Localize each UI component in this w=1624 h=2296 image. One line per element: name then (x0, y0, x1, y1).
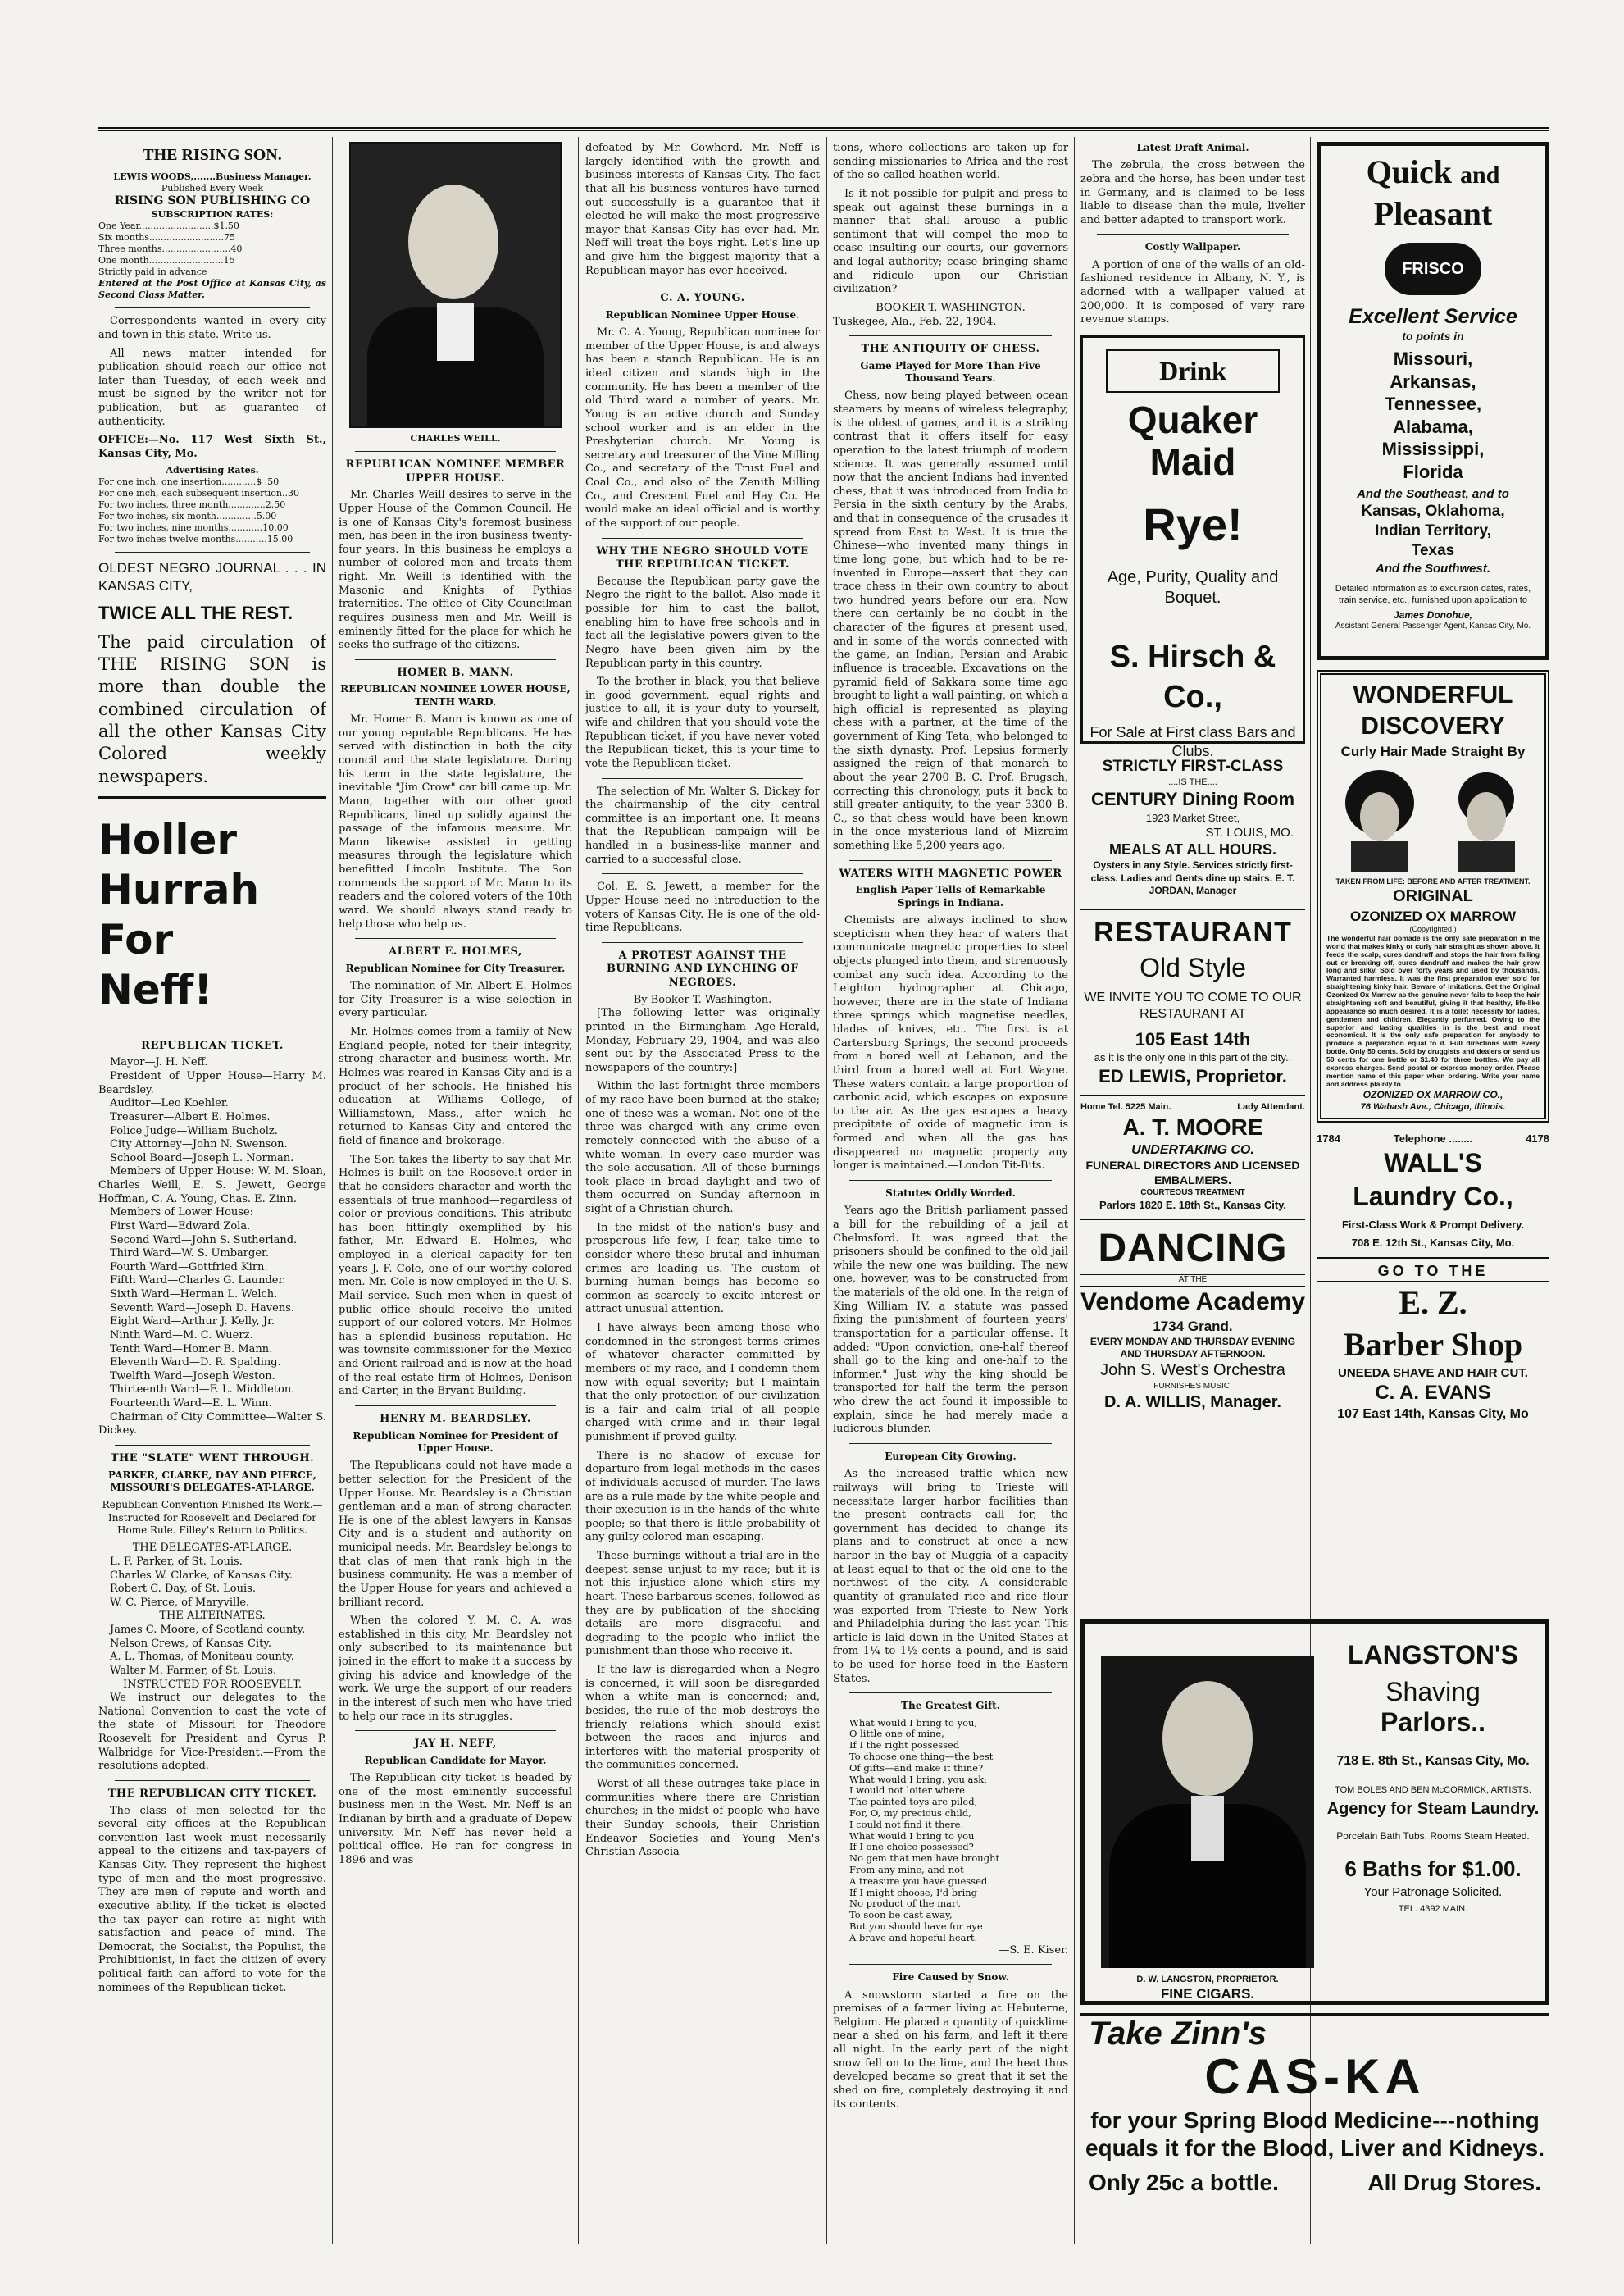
euro-body: As the increased traffic which new railways will bring to Trieste will necessitate larger harbor facilities than the present contracts call for, the government has decided to change its plans and to construct at once a new harbor in the bay of Muggia of a capacity at least equal to that of the old one to the northwest of the city. A considerable quantity of granulated rice and rice flour was exported from Trieste to New York and Philadelphia during the last year. This article is laid down in the United States at from 1¼ to 1½ cents a pound, and is said to be used for horse feed in the Eastern States. (833, 1468, 1068, 1685)
frisco-quick-word: Quick (1366, 153, 1453, 190)
young-body: Mr. C. A. Young, Republican nominee for member of the Upper House, is and always has been a stanch Republican. He is an ideal citizen and stands high in the community. He has been a member of the old Third ward a number of years. Mr. Young is an active church and Sunday school worker and is an elder in the Presbyterian church. Mr. Young is secretary and treasurer of the Vine Milling Co., and secretary of the Trust Fuel and Coal Co., and also of the Zenith Milling Co., and Crescent Fuel and Hay Co. He would make an ideal official and is worthy of the support of our people. (585, 326, 820, 530)
poem-line: What would I bring to you, (849, 1716, 978, 1729)
divider (355, 451, 556, 452)
adv-line: For two inches, six month..............5.00 (98, 510, 277, 522)
fire-title: Fire Caused by Snow. (892, 1971, 1009, 1984)
ticket-item: Fourth Ward—Gottfried Kirn. (110, 1260, 268, 1273)
marrow-title1: WONDERFUL (1353, 681, 1513, 708)
moore-tel: Home Tel. 5225 Main. (1080, 1101, 1171, 1112)
why-body: Because the Republican party gave the Negro the right to the ballot. Also made it possible for him to cast the ballot, enabling him to have free schools and in fact all the legislative powers given to the Negro have been given him by the Republican party in this country. (585, 575, 820, 670)
adv-line: For one inch, one insertion............$ .50 (98, 476, 280, 487)
frisco-state: Mississippi, (1381, 439, 1485, 460)
subscription-label: SUBSCRIPTION RATES: (151, 208, 274, 220)
city-ticket-body: The class of men selected for the several city offices at the Republican convention last week must necessarily appeal to the citizens and tax-payers of Kansas City. They represent the highest type of men and the most progressive. They are men of repute and worth and executive ability. If the ticket is elected the tax payer can retire at night with satisfaction and peace of mind. The Democrat, the Socialist, the Populist, the Prohibitionist, in fact the citizen of every political faith can afford to vote for the nominees of the Republican ticket. (98, 1804, 326, 1994)
wallpaper-body: A portion of one of the walls of an old-fashioned residence in Albany, N. Y., is adorned with a wallpaper valued at 200,000. It is composed of very rare revenue stamps. (1080, 258, 1305, 326)
poem-line: To choose one thing—the best (849, 1751, 994, 1763)
adv-line: For two inches, three month.............2.50 (98, 499, 286, 510)
poem-line: What would I bring to you (849, 1829, 975, 1842)
divider (849, 1180, 1052, 1181)
ticket-item: Eleventh Ward—D. R. Spalding. (110, 1356, 281, 1369)
ticket-item: First Ward—Edward Zola. (110, 1219, 251, 1232)
ticket-list (98, 1056, 326, 1438)
dancing-music: FURNISHES MUSIC. (1153, 1382, 1232, 1392)
langstons-ad (1080, 1620, 1549, 2005)
restaurant-title: RESTAURANT (1094, 917, 1292, 949)
published: Published Every Week (161, 182, 264, 194)
alternate-item: Nelson Crews, of Kansas City. (110, 1637, 272, 1650)
frisco-state: Indian Territory, (1375, 522, 1491, 540)
poem-line: The painted toys are piled, (849, 1796, 978, 1808)
ticket-item: President of Upper House—Harry M. Beardsley. (98, 1070, 326, 1096)
zinn-stores: All Drug Stores. (1367, 2170, 1541, 2196)
circulation: The paid circulation of THE RISING SON is more than double the combined circulation of all the other Kansas City Colored weekly newspapers. (98, 631, 326, 786)
divider (849, 335, 1052, 336)
restaurant-ad (1080, 909, 1305, 1087)
ticket-item: Twelfth Ward—Joseph Weston. (110, 1369, 275, 1383)
holmes-title: Republican Nominee for City Treasurer. (345, 962, 566, 974)
barber-owner: C. A. EVANS (1375, 1382, 1491, 1405)
dancing-title: DANCING (1098, 1227, 1288, 1271)
ticket-item: Eight Ward—Arthur J. Kelly, Jr. (110, 1315, 275, 1328)
gift-poem (833, 1718, 1068, 1944)
marrow-orig: ORIGINAL (1393, 887, 1473, 906)
ticket-item: Fifth Ward—Charles G. Launder. (110, 1274, 286, 1287)
dining-meals: MEALS AT ALL HOURS. (1109, 841, 1276, 859)
holmes-body: The Son takes the liberty to say that Mr. Holmes is built on the Roosevelt order in that he considers character and worth the essentials of true manhood—regardless of color or previous conditions. This atribute has been fittingly exemplified by his father, Mr. Edward E. Holmes, who employed in a clerical capacity for ten years J. F. Cole, one of our worthy colored men. Mr. Cole is now employed in the U. S. Mail service. Such men when in quest of public office should receive the united support of our colored voters. Mr. Holmes has a splendid business reputation. He was townsite commissioner for the Mexico and Orient railroad and is now at the head of the real estate firm of Holmes, Denison and Carter, in the Bryant Building. (339, 1153, 572, 1398)
holmes-body: Mr. Holmes comes from a family of New England people, noted for their integrity, strong character and business worth. Mr. Holmes was reared in Kansas City and is a product of her schools. He finished his education at Williams College, of Williamstown, Mass., after which he returned to Kansas City and entered the field of finance and brokerage. (339, 1026, 572, 1148)
waters-subtitle: English Paper Tells of Remarkable Springs in Indiana. (855, 884, 1046, 909)
column-2 (339, 142, 572, 2249)
poem-line: A brave and hopeful heart. (849, 1931, 978, 1943)
langston-artists: TOM BOLES AND BEN McCORMICK, ARTISTS. (1335, 1785, 1531, 1795)
poem-line: A treasure you have guessed. (849, 1875, 990, 1887)
frisco-state: Tennessee, (1384, 394, 1482, 415)
restaurant-note: as it is the only one in this part of the city.. (1094, 1051, 1292, 1064)
alternate-item: Walter M. Farmer, of St. Louis. (110, 1664, 277, 1677)
gift-author: —S. E. Kiser. (999, 1943, 1068, 1957)
column-rule (826, 137, 827, 2244)
marrow-name: OZONIZED OX MARROW (1349, 908, 1517, 924)
frisco-points: to points in (1402, 330, 1464, 344)
weill-title: REPUBLICAN NOMINEE MEMBER UPPER HOUSE. (345, 458, 566, 485)
poem-line: To soon be cast away, (849, 1909, 953, 1921)
city-ticket-title: THE REPUBLICAN CITY TICKET. (107, 1787, 317, 1800)
walls-num2: 4178 (1526, 1132, 1549, 1145)
poem-line: I would not loiter where (849, 1784, 965, 1797)
poem-line: If I the right possessed (849, 1739, 960, 1752)
holler-line: Hurrah (98, 865, 260, 913)
divider (115, 1445, 310, 1446)
century-dining-ad (1080, 754, 1305, 900)
alternate-item: James C. Moore, of Scotland county. (110, 1624, 306, 1637)
dining-city: ST. LOUIS, MO. (1205, 826, 1294, 840)
restaurant-owner: ED LEWIS, Proprietor. (1099, 1065, 1287, 1086)
dancing-address: 1734 Grand. (1153, 1319, 1233, 1335)
restaurant-address: 105 East 14th (1135, 1028, 1251, 1050)
ticket-item: Second Ward—John S. Sutherland. (110, 1233, 298, 1246)
why-body: The selection of Mr. Walter S. Dickey for the chairmanship of the city central committee is an important one. It means that the Republican campaign will be handled in a business-like manner and carried to a successful close. (585, 785, 820, 866)
ticket-item: Members of Lower House: (110, 1206, 254, 1219)
ox-marrow-ad (1317, 670, 1549, 1123)
marrow-address: 76 Wabash Ave., Chicago, Illinois. (1360, 1101, 1506, 1112)
divider (849, 1964, 1052, 1965)
beardsley-name: HENRY M. BEARDSLEY. (380, 1412, 531, 1425)
ticket-item: Sixth Ward—Herman L. Welch. (110, 1288, 278, 1301)
poem-line: If I might choose, I'd bring (849, 1886, 978, 1898)
restaurant-invite: WE INVITE YOU TO COME TO OUR RESTAURANT AT (1084, 990, 1302, 1022)
rate-line: Six months..........................75 (98, 231, 235, 243)
poem-line: From any mine, and not (849, 1864, 964, 1875)
poem-line: No product of the mart (849, 1897, 961, 1910)
langston-tel: TEL. 4392 MAIN. (1398, 1904, 1468, 1914)
chess-title: THE ANTIQUITY OF CHESS. (861, 343, 1040, 356)
zinn-take: Take Zinn's (1089, 2016, 1267, 2052)
divider (849, 1443, 1052, 1444)
frisco-state: Missouri, (1393, 348, 1473, 370)
oldest-journal: OLDEST NEGRO JOURNAL . . . IN KANSAS CITY, (98, 560, 326, 594)
marrow-co: OZONIZED OX MARROW CO., (1362, 1088, 1503, 1100)
divider (602, 778, 803, 779)
after-portrait-icon (1445, 766, 1527, 872)
protest-place: Tuskegee, Ala., Feb. 22, 1904. (833, 315, 997, 328)
frisco-state: Arkansas, (1390, 371, 1476, 392)
dancing-ad (1080, 1219, 1305, 1413)
divider (602, 942, 803, 943)
quaker-tagline: Age, Purity, Quality and Boquet. (1107, 567, 1279, 608)
company: RISING SON PUBLISHING CO (114, 194, 311, 207)
ticket-item: Auditor—Leo Koehler. (110, 1097, 229, 1110)
restaurant-style: Old Style (1140, 952, 1246, 982)
advertising-label: Advertising Rates. (166, 464, 259, 476)
rate-line: One month..........................15 (98, 254, 235, 266)
protest-body: I have always been among those who condemned in the strongest terms crimes of whatever character committed by members of my race, and I condemn them now with equal severity; but I maintain that the only protection of our civilization is a fair and calm trial of all people charged with crime and in their legal punishment if proved guilty. (585, 1322, 820, 1444)
chess-subtitle: Game Played for More Than Five Thousand Years. (860, 359, 1041, 385)
zinn-caska-ad (1080, 2013, 1549, 2234)
rate-line: One Year..........................$1.50 (98, 220, 239, 231)
dancing-at: AT THE (1080, 1274, 1305, 1287)
moore-co: UNDERTAKING CO. (1131, 1142, 1254, 1157)
walls-laundry-ad (1317, 1132, 1549, 1250)
holler-line: For (98, 915, 174, 963)
dining-strict: STRICTLY FIRST-CLASS (1102, 757, 1284, 775)
langston-agency: Agency for Steam Laundry. (1326, 1800, 1540, 1818)
poem-line: If I one choice possessed? (849, 1841, 974, 1853)
beardsley-body: When the colored Y. M. C. A. was established in this city, Mr. Beardsley not only subscribed to its maintenance but joined in the effort to make it a success by giving his advice and knowledge of the work. We urge the support of our readers in the interest of such men who have tried to help our race in its struggles. (339, 1615, 572, 1723)
holmes-body: The nomination of Mr. Albert E. Holmes for City Treasurer is a wise selection in every particular. (339, 980, 572, 1020)
ticket-title: REPUBLICAN TICKET. (141, 1039, 284, 1052)
masthead-title: THE RISING SON. (143, 146, 282, 164)
alternates-label: THE ALTERNATES. (159, 1610, 266, 1623)
why-title: WHY THE NEGRO SHOULD VOTE THE REPUBLICAN TICKET. (596, 544, 809, 572)
frisco-southwest: And the Southwest. (1376, 561, 1490, 576)
ticket-item: City Attorney—John N. Swenson. (110, 1138, 288, 1151)
frisco-state: Florida (1403, 461, 1463, 482)
young-title: Republican Nominee Upper House. (605, 308, 800, 321)
dancing-name: Vendome Academy (1080, 1287, 1305, 1315)
walls-name1: WALL'S (1384, 1147, 1482, 1178)
column-5 (1080, 142, 1305, 1601)
langston-title: LANGSTON'S (1348, 1640, 1518, 1670)
holler-line: Holler (98, 815, 238, 863)
ticket-item: Treasurer—Albert E. Holmes. (110, 1110, 271, 1123)
ticket-item: Seventh Ward—Joseph D. Havens. (110, 1301, 295, 1314)
portrait-charles-weill (349, 142, 562, 428)
poem-line: I could not find it there. (849, 1818, 964, 1830)
dining-name: CENTURY Dining Room (1090, 789, 1295, 810)
frisco-agent-title: Assistant General Passenger Agent, Kansas City, Mo. (1335, 622, 1531, 631)
hirsch: S. Hirsch & Co., (1109, 639, 1276, 714)
draft-title: Latest Draft Animal. (1136, 142, 1249, 153)
frisco-ad (1317, 142, 1549, 660)
protest-body: In the midst of the nation's busy and prosperous life few, I fear, take time to consider where these brutal and inhuman crimes are leading us. The custom of burning human beings has become so common as scarcely to excite interest or attract unusual attention. (585, 1221, 820, 1316)
frisco-and-southeast: And the Southeast, and to (1357, 487, 1509, 502)
column-6 (1317, 142, 1549, 1601)
delegates-list (98, 1556, 326, 1610)
gift-title: The Greatest Gift. (901, 1700, 1000, 1712)
beardsley-title: Republican Nominee for President of Upper House. (353, 1429, 558, 1454)
top-rule (98, 127, 1549, 131)
delegate-item: W. C. Pierce, of Maryville. (110, 1596, 250, 1609)
barber-ez: E. Z. (1399, 1283, 1467, 1321)
adv-line: For two inches, nine months............10.00 (98, 522, 289, 533)
slate-body: We instruct our delegates to the National Convention to cast the vote of the state of Missouri for Theodore Roosevelt for President and Cyrus P. Walbridge for Vice-President.—From the resolutions adopted. (98, 1692, 326, 1773)
poem-line: Of gifts—and make it thine? (849, 1761, 984, 1774)
langston-patronage: Your Patronage Solicited. (1363, 1885, 1503, 1899)
frisco-state: Alabama, (1393, 416, 1473, 437)
walls-num1: 1784 (1317, 1132, 1340, 1145)
barber-shop: Barber Shop (1343, 1325, 1523, 1363)
divider (115, 552, 310, 553)
instructed-label: INSTRUCTED FOR ROOSEVELT. (123, 1678, 302, 1691)
why-body: Col. E. S. Jewett, a member for the Upper House need no introduction to the voters of Kansas City. He is one of the old-time Republicans. (585, 881, 820, 935)
protest-body: These burnings without a trial are in the deepest sense unjust to my race; but it is not this injustice alone which stirs my heart. These barbarous scenes, followed as they are by publication of the shocking details are more disgraceful and degrading to the people who inflict the punishment than those who receive it. (585, 1550, 820, 1658)
divider (115, 1780, 310, 1781)
frisco-state: Kansas, Oklahoma, (1361, 503, 1505, 521)
mann-name: HOMER B. MANN. (397, 666, 514, 679)
dining-address: 1923 Market Street, (1145, 811, 1240, 824)
langston-parlors: Parlors.. (1380, 1707, 1486, 1737)
protest-continued: tions, where collections are taken up for sending missionaries to Africa and the rest of the so-called heathen world. (833, 142, 1068, 182)
marrow-portraits (1326, 766, 1540, 872)
column-rule (578, 137, 579, 2244)
ticket-item: Members of Upper House: W. M. Sloan, Charles Weill, E. S. Jewett, George Hoffman, C. A. Young, Chas. E. Zinn. (98, 1165, 326, 1205)
holmes-name: ALBERT E. HOLMES, (389, 945, 522, 959)
waters-body: Chemists are always inclined to show scepticism when they hear of waters that communicate magnetic properties to steel objects plunged into them, and strenuously combat any such idea. According to the Leighton hydrographer at Chicago, however, there are in the state of Indiana three springs which magnetise needles, blades of knives, etc. The first is at Cartersburg Springs, the second proceeds from a bored well at Lebanon, and the third from a bored well at Fort Wayne. These waters contain a large proportion of carbonic acid, which escapes on exposure to the air. As the gas escapes a heavy precipitate of oxide of magnetic iron is formed and when all the gas has disappeared no magnetic property any longer is maintained.—London Tit-Bits. (833, 914, 1068, 1173)
delegate-item: Charles W. Clarke, of Kansas City. (110, 1569, 293, 1582)
langston-prop: D. W. LANGSTON, PROPRIETOR. (1136, 1975, 1279, 1984)
frisco-and: and (1460, 162, 1500, 189)
mann-body: Mr. Homer B. Mann is known as one of our young reputable Republicans. He has served with distinction in both the city council and the state legislature. During his term in the state legislature, the inevitable "Jim Crow" car bill came up. Mr. Mann, together with our other good Republicans, lined up solidly against the passage of the infamous measure. Mr. Mann likewise assisted in getting measures through the legislature which benefitted Lincoln Institute. The Son commends the support of Mr. Mann to its readers and the colored voters of the 10th ward. We should always stand ready to help those who help us. (339, 713, 572, 931)
protest-byline: By Booker T. Washington. (633, 993, 772, 1006)
barber-goto: GO TO THE (1317, 1262, 1549, 1282)
langston-shaving: Shaving (1385, 1677, 1481, 1706)
twice-all-rest: TWICE ALL THE REST. (98, 602, 293, 623)
barber-uneeda: UNEEDA SHAVE AND HAIR CUT. (1338, 1366, 1528, 1381)
divider (849, 860, 1052, 861)
adv-line: For two inches twelve months...........15.00 (98, 534, 293, 544)
protest-note: [The following letter was originally printed in the Birmingham Age-Herald, Monday, February 29, 1904, and was also sent out by the Associated Press to the newspapers of the country:] (585, 1007, 820, 1074)
statutes-body: Years ago the British parliament passed a bill for the rebuilding of a jail at Chelmsford. It was agreed that the prisoners should be confined to the old jail while the new one was building. The new one, however, was to be constructed from the materials of the old one. In the reign of King William IV. a statute was passed fixing the punishment of fourteen years' transportation for a particular offense. It added: "Upon conviction, one-half thereof shall go to the king and one-half to the informer." Just why the king should be transported for half the term the person who drew the act found it impossible to explain, since he had merely made a ludicrous blunder. (833, 1205, 1068, 1436)
divider (355, 659, 556, 660)
wallpaper-title: Costly Wallpaper. (1144, 241, 1241, 253)
protest-body: Within the last fortnight three members of my race have been burned at the stake; one of these was a woman. Not one of the three was charged with any crime even remotely connected with the abuse of a white woman. In every case murder was the sole accusation. All of these burnings took place in broad daylight and two of them occurred on Sunday afternoon in sight of a Christian church. (585, 1080, 820, 1216)
moore-parlors: Parlors 1820 E. 18th St., Kansas City. (1099, 1198, 1287, 1211)
zinn-name: CAS-KA (1204, 2049, 1426, 2104)
poem-line: For, O, my precious child, (849, 1807, 971, 1820)
strict-note: Strictly paid in advance (98, 266, 207, 278)
quaker-maid-ad (1080, 335, 1305, 760)
quaker-sale: For Sale at First class Bars and Clubs. (1089, 724, 1296, 760)
ez-barber-ad (1317, 1257, 1549, 1424)
column-4 (833, 142, 1068, 2249)
zinn-price: Only 25c a bottle. (1089, 2170, 1279, 2196)
frisco-quick (1326, 151, 1540, 193)
dancing-manager: D. A. WILLIS, Manager. (1104, 1392, 1281, 1411)
manager: LEWIS WOODS,.......Business Manager. (113, 171, 312, 182)
mann-title: REPUBLICAN NOMINEE LOWER HOUSE, TENTH WARD. (340, 683, 571, 708)
divider (355, 938, 556, 939)
protest-body: Worst of all these outrages take place in communities where there are Christian churches; in the midst of people who have their Sunday schools, their Christian Endeavor Societies and Young Men's Christian Associa- (585, 1778, 820, 1859)
ticket-item: Chairman of City Committee—Walter S. Dickey. (98, 1410, 326, 1437)
marrow-curly: Curly Hair Made Straight By (1340, 743, 1526, 759)
dining-oysters: Oysters in any Style. Services strictly first-class. Ladies and Gents dine up stairs. E. T. JORDAN, Manager (1090, 859, 1295, 897)
protest-body: There is no shadow of excuse for departure from legal methods in the cases of individuals accused of murder. The laws are as a rule made by the white people and their execution is in the hands of the white people; so that there is little probability of any guilty colored man escaping. (585, 1449, 820, 1544)
frisco-states (1326, 348, 1540, 483)
langston-baths: 6 Baths for $1.00. (1344, 1856, 1522, 1881)
protest-body: If the law is disregarded when a Negro is concerned, it will soon be disregarded when a white man is concerned; and, besides, the rule of the mob destroys the friendly relations which should exist between the races and injures and interferes with the material prosperity of the communities concerned. (585, 1664, 820, 1772)
ticket-item: Thirteenth Ward—F. L. Middleton. (110, 1383, 295, 1396)
dining-isthe: ....IS THE.... (1168, 777, 1217, 788)
ticket-item: Third Ward—W. S. Umbarger. (110, 1247, 269, 1260)
ticket-item: Ninth Ward—M. C. Wuerz. (110, 1328, 253, 1342)
waters-title: WATERS WITH MAGNETIC POWER (839, 867, 1062, 880)
divider (602, 538, 803, 539)
frisco-pleasant: Pleasant (1373, 195, 1493, 233)
divider (355, 1730, 556, 1731)
moore-courteous: COURTEOUS TREATMENT (1140, 1187, 1245, 1197)
ticket-item: Fourteenth Ward—E. L. Winn. (110, 1397, 272, 1410)
euro-title: European City Growing. (885, 1450, 1017, 1462)
barber-address: 107 East 14th, Kansas City, Mo (1337, 1407, 1529, 1422)
divider (602, 873, 803, 874)
marrow-title2: DISCOVERY (1361, 713, 1505, 740)
frisco-state: Texas (1411, 541, 1455, 559)
chess-body: Chess, now being played between ocean steamers by means of wireless telegraphy, is the oldest of games, and it is a striking contrast that it offers itself for easy operation to the latest triumph of modern science. It was generally assumed until now that the ancient Indians had invented chess, that it was introduced from India to Persia in the sixth century by the Arabs, and that in consequence of the crusades it spread from East to West. It is true the Chinese—who invented many things in time long gone, but which had to be re-invented in Europe—assert that they can trace chess in their own country to about two hundred years before our era. Now there can certainly be no doubt in the character of the figures at present used, and in some of the words connected with the game, an Indian, Persian and Arabic influence is traceable. Excavations on the pyramid field of Sakkara some time ago brought to light a wall painting, on which a high official is represented as playing chess with a partner, at the time of the government of King Teta, who belonged to the sixth dynasty. Prof. Lepsius formerly assigned the reign of that monarch to about the year 2700 B. C. Prof. Brugsch, correcting this chronology, puts it back to still greater antiquity, to the year 3300 B. C., so that chess would have been known in the once mysterious land of Mizraim something like 5,200 years ago. (833, 390, 1068, 853)
frisco-detail: Detailed information as to excursion dates, rates, train service, etc., furnished upon application to (1335, 583, 1531, 605)
neff-body: The Republican city ticket is headed by one of the most eminently successful business men in the West. Mr. Neff is an Indianan by birth and a graduate of Depew university. Mr. Neff has never held a political office. He ran for congress in 1896 and was (339, 1772, 572, 1866)
before-portrait-icon (1339, 766, 1421, 872)
divider (355, 1405, 556, 1406)
dancing-orchestra: John S. West's Orchestra (1100, 1361, 1285, 1380)
walls-name2: Laundry Co., (1353, 1181, 1513, 1211)
ticket-item: Mayor—J. H. Neff. (110, 1056, 208, 1069)
drink-label: Drink (1106, 349, 1280, 393)
divider (1097, 234, 1289, 235)
column-1 (98, 142, 326, 2249)
holler-line: Neff! (98, 965, 213, 1014)
weill-body: Mr. Charles Weill desires to serve in the Upper House of the Common Council. He is one of Kansas City's foremost business men, has been in the iron business twenty-four years. In this business he employs a number of colored men and treats them right. Mr. Weill is identified with the Masonic and Knights of Pythias fraternities. The office of City Councilman requires business men and Mr. Weill is eminently fitted for the place for which he seeks the suffrage of the citizens. (339, 489, 572, 652)
walls-address: 708 E. 12th St., Kansas City, Mo. (1351, 1237, 1515, 1250)
marrow-life: TAKEN FROM LIFE: BEFORE AND AFTER TREATMENT. (1335, 877, 1531, 886)
poem-line: No gem that men have brought (849, 1852, 1000, 1865)
delegates-label: THE DELEGATES-AT-LARGE. (132, 1542, 293, 1555)
marrow-copy: (Copyrighted.) (1409, 925, 1457, 934)
langston-cigars: FINE CIGARS. (1160, 1986, 1255, 2002)
slate-subtitle: PARKER, CLARKE, DAY AND PIERCE, MISSOURI'S DELEGATES-AT-LARGE. (108, 1469, 316, 1493)
walls-line: First-Class Work & Prompt Delivery. (1341, 1218, 1525, 1231)
portrait-caption: CHARLES WEILL. (410, 433, 501, 444)
quaker-maid: Quaker Maid (1127, 398, 1258, 483)
moore-name: A. T. MOORE (1122, 1114, 1263, 1140)
delegate-item: Robert C. Day, of St. Louis. (110, 1583, 256, 1596)
moore-lady: Lady Attendant. (1237, 1101, 1305, 1112)
langston-address: 718 E. 8th St., Kansas City, Mo. (1336, 1754, 1530, 1768)
column-3 (585, 142, 820, 2249)
frisco-service: Excellent Service (1349, 305, 1517, 329)
langston-tubs: Porcelain Bath Tubs. Rooms Steam Heated. (1336, 1830, 1530, 1842)
neff-continued: defeated by Mr. Cowherd. Mr. Neff is largely identified with the growth and business interests of Kansas City. The fact that all his business ventures have turned out successfully is a guarantee that if elected he will make the most progressive mayor that Kansas City has ever had. Mr. Neff will treat the boys right. Let's line up and give him the biggest majority that a Republican mayor has ever heceived. (585, 142, 820, 277)
alternate-item: A. L. Thomas, of Moniteau county. (110, 1651, 294, 1664)
walls-tel: Telephone ........ (1393, 1132, 1473, 1145)
dancing-nights: EVERY MONDAY AND THURSDAY EVENING AND THURSDAY AFTERNOON. (1089, 1335, 1296, 1360)
ticket-item: School Board—Joseph L. Norman. (110, 1151, 294, 1164)
why-body: To the brother in black, you that believe in good government, equal rights and justice to all, it is your duty to yourself, wife and children that you should vote the Republican ticket, if you have never voted the Republican ticket, this is your time to vote the Republican ticket. (585, 676, 820, 770)
adv-line: For one inch, each subsequent insertion..30 (98, 487, 299, 499)
rate-line: Three months........................40 (98, 243, 243, 254)
frisco-logo: FRISCO (1385, 243, 1481, 295)
moore-line: FUNERAL DIRECTORS AND LICENSED EMBALMERS. (1085, 1159, 1300, 1187)
slate-title: THE "SLATE" WENT THROUGH. (110, 1451, 315, 1465)
marrow-body: The wonderful hair pomade is the only safe preparation in the world that makes kinky or curly hair straight as shown above. It feeds the scalp, cures dandruff and stops the hair from falling out or breaking off, cures dandruff and makes the hair grow long and silky. Sold over forty years and used by thousands. Warranted harmless. It was the first preparation ever sold for straightening kinky hair. Beware of imitations. Get the Original Ozonized Ox Marrow as the genuine never fails to keep the hair straightening soft and beautiful, giving it that healthy, life-like appearance so much desired. It is a toilet necessity for ladies, gentlemen and children. Elegantly perfumed. Owing to the superior and lasting qualities in is the best and most economical. It is the only safe preparation for anybody to produce a preparation equal to it. Full directions with every bottle. Only 50 cents. Sold by druggists and dealers or send us 50 cents for one bottle or $1.40 for three bottles. We pay all express charges. Send postal or express money order. Please mention name of this paper when ordering. Write your name and address plainly to (1326, 933, 1540, 1088)
neff-title: Republican Candidate for Mayor. (364, 1754, 547, 1766)
correspondents: Correspondents wanted in every city and town in this state. Write us. (98, 315, 326, 341)
fire-body: A snowstorm started a fire on the premises of a farmer living at Hebuterne, Belgium. He placed a quantity of quicklime near a shed on his farm, and left it there all night. In the early part of the night snow fell on to the lime, and the heat thus developed became so great that it set the shed on fire, completely destroying it and its contents. (833, 1988, 1068, 2111)
alternates-list (98, 1624, 326, 1679)
column-rule (332, 137, 333, 2244)
slate-deck: Republican Convention Finished Its Work.—Instructed for Roosevelt and Declared for Home Rule. Filley's Return to Politics. (102, 1499, 323, 1536)
column-rule (1074, 137, 1075, 2244)
protest-title: A PROTEST AGAINST THE BURNING AND LYNCHING OF NEGROES. (606, 949, 799, 990)
beardsley-body: The Republicans could not have made a better selection for the President of the Upper House. Mr. Beardsley is a Christian gentleman and a man of strong character. He is one of the ablest lawyers in Kansas City and is a student and authority on municipal needs. Mr. Beardsley belongs to that clas of men that rank high in the business community. He was a member of the Upper House for years and achieved a brilliant record. (339, 1460, 572, 1609)
poem-line: O little one of mine, (849, 1728, 944, 1740)
draft-body: The zebrula, the cross between the zebra and the horse, has been under test in Germany, and is claimed to be less liable to disease than the mule, livelier and better adapted to transport work. (1080, 159, 1305, 226)
young-name: C. A. YOUNG. (660, 292, 745, 305)
ticket-item: Tenth Ward—Homer B. Mann. (110, 1342, 273, 1355)
neff-name: JAY H. NEFF, (414, 1738, 497, 1751)
langston-portrait (1101, 1656, 1314, 1968)
ticket-item: Police Judge—William Bucholz. (110, 1124, 278, 1137)
frisco-agent: James Donohue, (1393, 609, 1473, 622)
protest-continued: Is it not possible for pulpit and press to speak out against these burnings in a manner that shall arouse a public sentiment that will compel the mob to cease insulting our courts, our governors and legal authority; cease bringing shame and ridicule upon our Christian civilization? (833, 187, 1068, 296)
protest-signature: BOOKER T. WASHINGTON. (876, 301, 1026, 314)
divider (849, 1692, 1052, 1693)
rye: Rye! (1143, 499, 1243, 551)
entered-note: Entered at the Post Office at Kansas City, as Second Class Matter. (98, 278, 326, 301)
zinn-line: for your Spring Blood Medicine---nothing equals it for the Blood, Liver and Kidneys. (1085, 2107, 1545, 2161)
divider (98, 796, 326, 799)
statutes-title: Statutes Oddly Worded. (885, 1187, 1016, 1199)
news-note: All news matter intended for publication should reach our office not later than Tuesday, of each week and must be signed by the writer not for publication, but as guarantee of authenticity. (98, 347, 326, 428)
moore-undertaking-ad (1080, 1095, 1305, 1213)
office-address: OFFICE:—No. 117 West Sixth St., Kansas City, Mo. (98, 434, 326, 460)
page-frame (98, 127, 1549, 2251)
poem-line: But you should have for aye (849, 1920, 983, 1932)
poem-line: What would I bring, you ask; (849, 1773, 988, 1785)
frisco-states2 (1326, 502, 1540, 560)
delegate-item: L. F. Parker, of St. Louis. (110, 1555, 243, 1568)
holler-hurrah-headline (98, 815, 326, 1015)
